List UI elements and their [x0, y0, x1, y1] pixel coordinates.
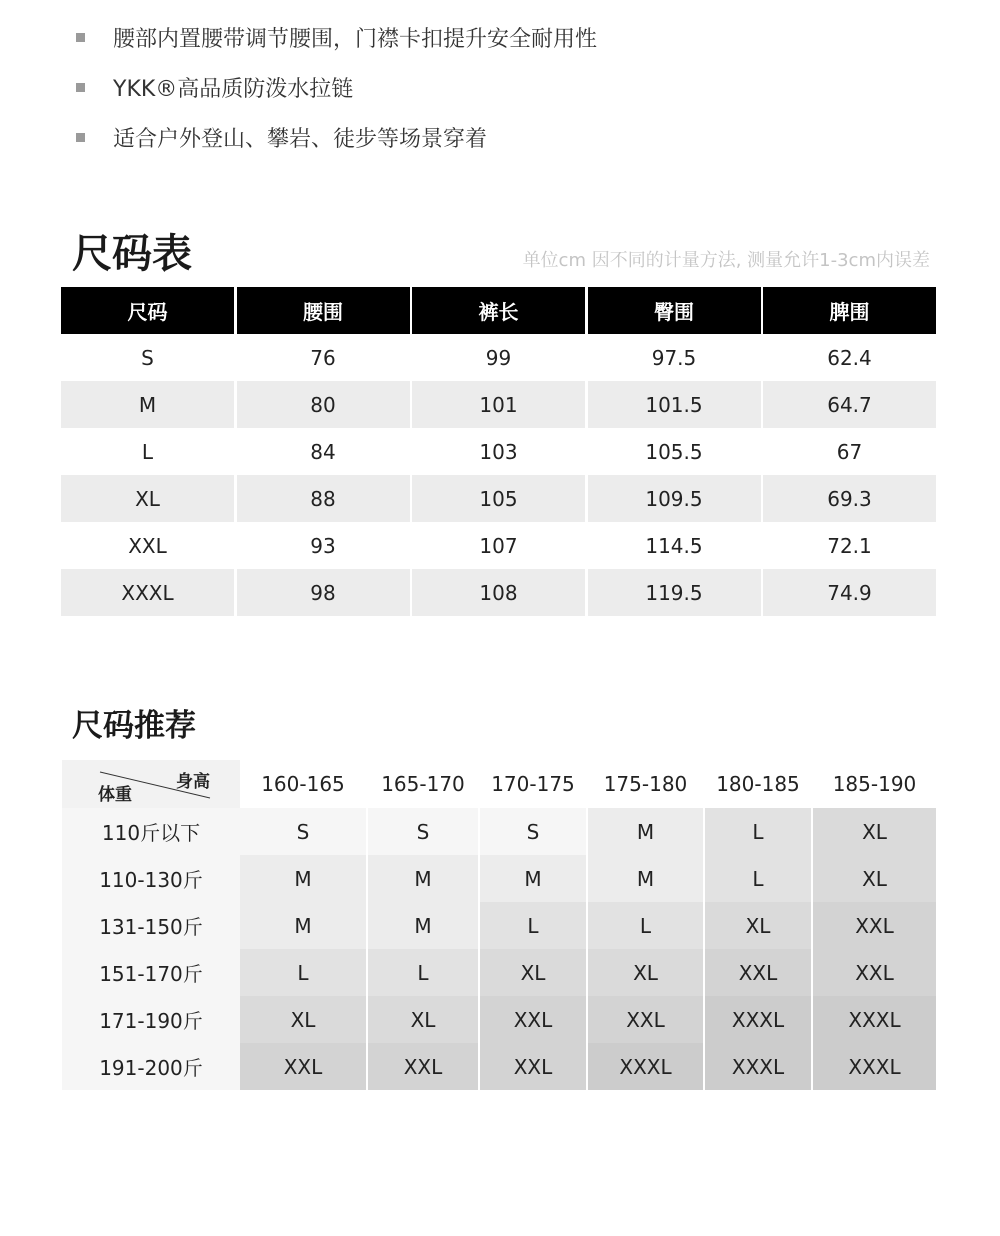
table-row	[61, 475, 936, 522]
table-cell: 97.5	[651, 345, 697, 370]
size-cell: L	[705, 808, 811, 855]
size-cell: L	[480, 902, 586, 949]
table-cell: XXL	[128, 533, 167, 558]
table-cell: 88	[237, 475, 410, 522]
size-cell: XL	[588, 949, 703, 996]
size-cell: XL	[813, 855, 936, 902]
recommend-header-row	[62, 760, 938, 808]
size-cell: M	[588, 808, 703, 855]
height-header-cell: 180-185	[705, 760, 811, 808]
weight-label-cell: 171-190斤	[62, 996, 240, 1043]
height-header-cell: 175-180	[588, 760, 703, 808]
table-cell: L	[141, 439, 154, 464]
size-cell: M	[240, 855, 366, 902]
weight-label-cell: 110-130斤	[62, 855, 240, 902]
height-header-cell: 185-190	[813, 760, 936, 808]
table-cell: S	[141, 345, 154, 370]
size-chart-table	[61, 287, 936, 616]
size-cell: XL	[705, 902, 811, 949]
table-cell: 101	[412, 381, 585, 428]
table-cell: 108	[412, 569, 585, 616]
table-cell: 64.7	[763, 381, 936, 428]
table-cell: 101.5	[588, 381, 761, 428]
table-cell: 114.5	[645, 533, 703, 558]
size-cell: M	[240, 902, 366, 949]
header-cell: 臀围	[588, 287, 761, 334]
size-cell: XXL	[813, 949, 936, 996]
recommend-row	[62, 902, 938, 949]
size-chart-note: 单位cm 因不同的计量方法, 测量允许1-3cm内误差	[522, 250, 930, 271]
diagonal-divider	[62, 760, 240, 808]
table-header-row	[61, 287, 936, 334]
height-header-cell: 160-165	[240, 760, 366, 808]
table-cell: 103	[479, 439, 518, 464]
size-cell: XXXL	[705, 996, 811, 1043]
size-cell: XXXL	[705, 1043, 811, 1090]
table-cell: 72.1	[827, 533, 872, 558]
size-cell: S	[240, 808, 366, 855]
table-cell: 107	[479, 533, 518, 558]
table-cell: 98	[237, 569, 410, 616]
weight-label-cell: 131-150斤	[62, 902, 240, 949]
recommend-title: 尺码推荐	[72, 708, 196, 744]
table-cell: 69.3	[763, 475, 936, 522]
size-cell: S	[368, 808, 478, 855]
table-cell: 62.4	[827, 345, 872, 370]
feature-text: 腰部内置腰带调节腰围，门襟卡扣提升安全耐用性	[113, 26, 598, 52]
table-cell: 93	[310, 533, 336, 558]
corner-weight-label: 体重	[98, 785, 132, 805]
table-cell: 74.9	[763, 569, 936, 616]
table-row	[61, 428, 936, 475]
size-recommend-table	[62, 760, 938, 1088]
feature-list	[76, 12, 976, 162]
header-cell: 脾围	[763, 287, 936, 334]
size-cell: M	[480, 855, 586, 902]
size-cell: XXXL	[813, 996, 936, 1043]
feature-item	[76, 62, 976, 112]
size-chart-title: 尺码表	[72, 231, 192, 277]
table-cell: 84	[310, 439, 336, 464]
table-cell: 109.5	[588, 475, 761, 522]
size-cell: L	[240, 949, 366, 996]
recommend-row	[62, 808, 938, 855]
size-cell: M	[368, 902, 478, 949]
size-cell: XXL	[240, 1043, 366, 1090]
size-cell: XXL	[588, 996, 703, 1043]
size-cell: XXL	[813, 902, 936, 949]
header-cell: 腰围	[237, 287, 410, 334]
size-cell: XXXL	[813, 1043, 936, 1090]
size-cell: L	[368, 949, 478, 996]
header-cell: 尺码	[61, 287, 234, 334]
table-cell: XXXL	[61, 569, 234, 616]
size-cell: S	[480, 808, 586, 855]
recommend-row	[62, 855, 938, 902]
size-cell: XXL	[368, 1043, 478, 1090]
size-cell: XL	[240, 996, 366, 1043]
height-header-cell: 170-175	[480, 760, 586, 808]
table-cell: 76	[310, 345, 336, 370]
recommend-row	[62, 1043, 938, 1090]
table-cell: 105	[412, 475, 585, 522]
table-row	[61, 569, 936, 616]
feature-item	[76, 12, 976, 62]
size-cell: L	[588, 902, 703, 949]
size-cell: M	[368, 855, 478, 902]
weight-label-cell: 191-200斤	[62, 1043, 240, 1090]
bullet-icon	[76, 33, 85, 42]
table-cell: XL	[61, 475, 234, 522]
table-row	[61, 522, 936, 569]
size-cell: XL	[368, 996, 478, 1043]
feature-item	[76, 112, 976, 162]
size-cell: XXL	[480, 996, 586, 1043]
table-cell: M	[61, 381, 234, 428]
table-cell: 105.5	[645, 439, 703, 464]
header-cell: 裤长	[412, 287, 585, 334]
size-cell: XXL	[480, 1043, 586, 1090]
weight-label-cell: 110斤以下	[62, 808, 240, 855]
corner-height-label: 身高	[176, 772, 210, 792]
feature-text: YKK®高品质防泼水拉链	[113, 76, 354, 102]
recommend-row	[62, 996, 938, 1043]
bullet-icon	[76, 83, 85, 92]
bullet-icon	[76, 133, 85, 142]
size-cell: XXXL	[588, 1043, 703, 1090]
size-cell: XXL	[705, 949, 811, 996]
feature-text: 适合户外登山、攀岩、徒步等场景穿着	[113, 126, 488, 152]
size-cell: XL	[480, 949, 586, 996]
size-cell: L	[705, 855, 811, 902]
weight-label-cell: 151-170斤	[62, 949, 240, 996]
recommend-row	[62, 949, 938, 996]
table-row	[61, 334, 936, 381]
size-cell: M	[588, 855, 703, 902]
table-row	[61, 381, 936, 428]
size-cell: XL	[813, 808, 936, 855]
table-cell: 80	[237, 381, 410, 428]
table-cell: 67	[836, 439, 863, 464]
table-cell: 119.5	[588, 569, 761, 616]
height-header-cell: 165-170	[368, 760, 478, 808]
corner-cell	[62, 760, 240, 808]
table-cell: 99	[485, 345, 512, 370]
